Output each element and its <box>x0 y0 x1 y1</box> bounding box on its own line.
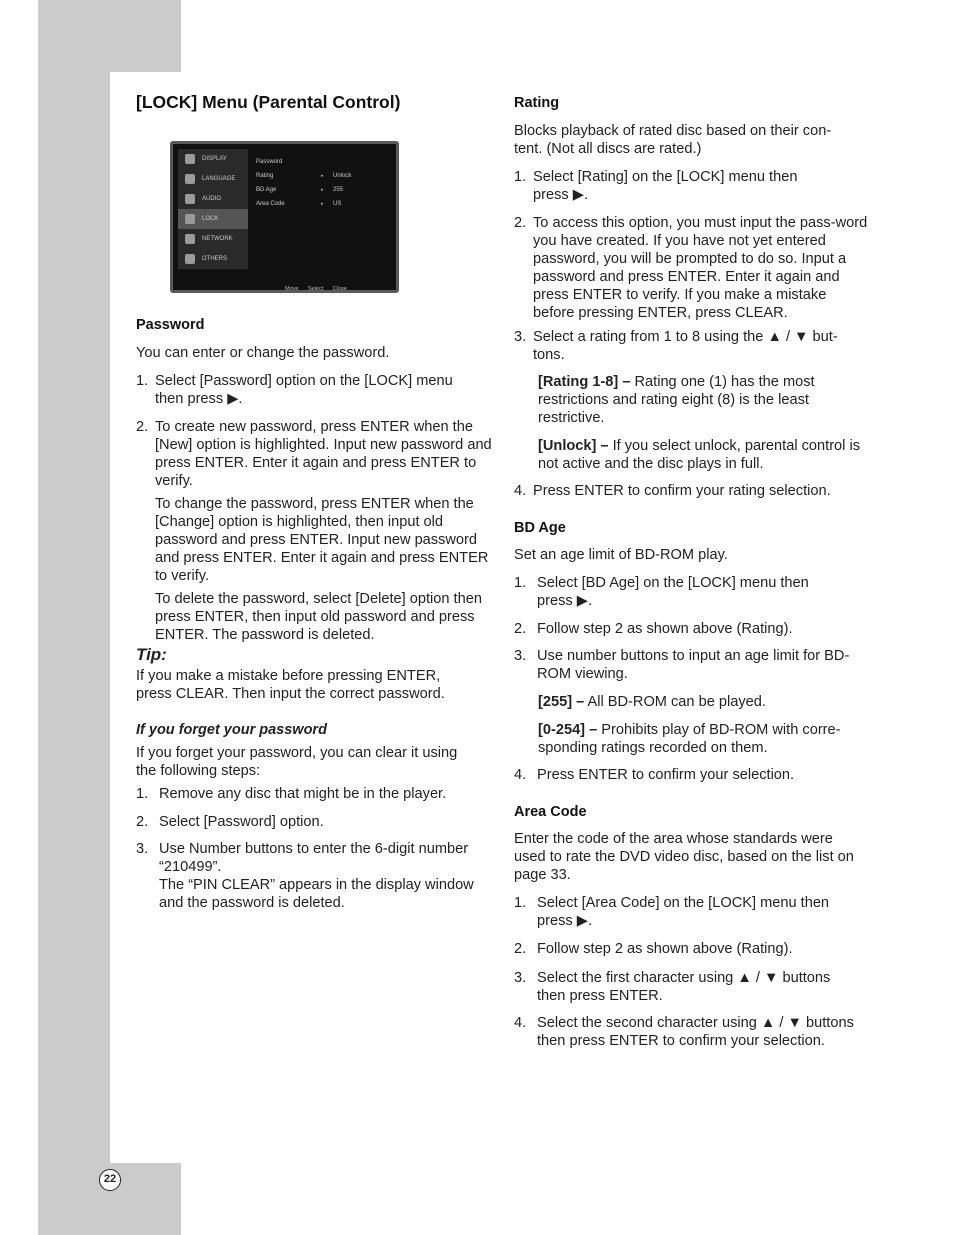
bd-age-option-255: [255] – All BD-ROM can be played. <box>538 694 766 710</box>
network-icon <box>185 234 195 244</box>
step-number: 3. <box>514 970 527 986</box>
menu-item-language: LANGUAGE <box>178 169 248 189</box>
area-code-step-1: 1. Select [Area Code] on the [LOCK] menu then press ▶. <box>514 895 830 929</box>
rating-step-3: 3. Select a rating from 1 to 8 using the ▲ / ▼ but-tons. <box>514 329 838 363</box>
forget-password-intro: If you forget your password, you can clear it using the following steps: <box>136 745 458 779</box>
menu-footer-move: Move <box>285 286 299 292</box>
tip-text: If you make a mistake before pressing ENTER, press CLEAR. Then input the correct password. <box>136 668 445 702</box>
menu-footer-close: Close <box>332 286 347 292</box>
menu-item-audio: AUDIO <box>178 189 248 209</box>
area-code-step-2: 2. Follow step 2 as shown above (Rating). <box>514 941 793 957</box>
bd-age-intro: Set an age limit of BD-ROM play. <box>514 547 728 563</box>
step-number: 3. <box>514 648 527 664</box>
bd-age-step-4: 4. Press ENTER to confirm your selection. <box>514 767 795 783</box>
step-number: 1. <box>514 895 527 911</box>
menu-footer <box>285 280 355 293</box>
forget-step-3: 3. Use Number buttons to enter the 6-digit number “210499”. The “PIN CLEAR” appears in the display window and the password is deleted. <box>136 841 474 911</box>
bd-age-step-2: 2. Follow step 2 as shown above (Rating). <box>514 621 793 637</box>
menu-arrow-icon: ▸ <box>321 201 324 207</box>
password-step-1: 1. Select [Password] option on the [LOCK] menu then press ▶. <box>136 373 453 407</box>
rating-step-2: 2. To access this option, you must input the pass-word you have created. If you have not yet entered password, you will be prompted to do so. Input a password and press ENTER. Enter it again and press ENTER to verify. If you make a mistake before pressing ENTER, press CLEAR. <box>514 215 868 321</box>
step-number: 4. <box>514 1015 527 1031</box>
menu-category-list <box>178 149 248 269</box>
page-number: 22 <box>99 1169 121 1191</box>
bd-age-step-3: 3. Use number buttons to input an age limit for BD-ROM viewing. <box>514 648 850 682</box>
step-number: 1. <box>514 575 527 591</box>
menu-item-network: NETWORK <box>178 229 248 249</box>
page-title: [LOCK] Menu (Parental Control) <box>136 92 401 112</box>
menu-options-panel <box>253 149 393 269</box>
password-intro: You can enter or change the password. <box>136 345 390 361</box>
forget-password-heading: If you forget your password <box>136 722 327 738</box>
step-number: 2. <box>514 621 527 637</box>
step-number: 1. <box>136 786 149 802</box>
step-number: 1. <box>514 169 527 185</box>
menu-option-bd-age: BD Age <box>256 187 277 193</box>
step-number: 4. <box>514 767 527 783</box>
display-icon <box>185 154 195 164</box>
step-number: 1. <box>136 373 149 389</box>
area-code-heading: Area Code <box>514 804 587 820</box>
rating-step-1: 1. Select [Rating] on the [LOCK] menu then press ▶. <box>514 169 798 203</box>
menu-arrow-icon: ▸ <box>321 187 324 193</box>
menu-footer-select: Select <box>307 286 324 292</box>
audio-icon <box>185 194 195 204</box>
lock-icon <box>185 214 195 224</box>
password-delete-text: To delete the password, select [Delete] option then press ENTER, then input old password and press ENTER. The password is deleted. <box>155 591 482 643</box>
area-code-step-3: 3. Select the first character using ▲ / ▼ buttons then press ENTER. <box>514 970 831 1004</box>
menu-option-rating: Rating <box>256 173 274 179</box>
step-number: 3. <box>514 329 527 345</box>
menu-value-rating: Unlock <box>333 173 352 179</box>
password-heading: Password <box>136 317 205 333</box>
side-margin-band <box>38 0 110 1235</box>
area-code-intro: Enter the code of the area whose standards were used to rate the DVD video disc, based on the list on page 33. <box>514 831 854 883</box>
bd-age-step-1: 1. Select [BD Age] on the [LOCK] menu then press ▶. <box>514 575 809 609</box>
forget-step-1: 1. Remove any disc that might be in the player. <box>136 786 447 802</box>
step-number: 3. <box>136 841 149 857</box>
area-code-step-4: 4. Select the second character using ▲ / ▼ buttons then press ENTER to confirm your selection. <box>514 1015 854 1049</box>
menu-item-display: DISPLAY <box>178 149 248 169</box>
menu-item-lock: LOCK <box>178 209 248 229</box>
rating-step-4: 4. Press ENTER to confirm your rating selection. <box>514 483 831 499</box>
password-change-text: To change the password, press ENTER when the [Change] option is highlighted, then input old password and press ENTER. Input new password and press ENTER. Enter it again and press ENTER to verify. <box>155 496 489 584</box>
menu-value-bd-age: 255 <box>333 187 344 193</box>
top-margin-band <box>38 0 181 72</box>
bd-age-heading: BD Age <box>514 520 566 536</box>
step-number: 2. <box>514 215 527 231</box>
rating-option-1-8: [Rating 1-8] – Rating one (1) has the most restrictions and rating eight (8) is the least restrictive. <box>538 374 815 426</box>
step-number: 4. <box>514 483 527 499</box>
rating-option-unlock: [Unlock] – If you select unlock, parental control is not active and the disc plays in full. <box>538 438 861 472</box>
step-number: 2. <box>136 814 149 830</box>
tip-heading: Tip: <box>136 645 167 664</box>
step-number: 2. <box>514 941 527 957</box>
menu-value-area-code: US <box>333 201 342 207</box>
bd-age-option-0-254: [0-254] – Prohibits play of BD-ROM with corre-sponding ratings recorded on them. <box>538 722 841 756</box>
others-icon <box>185 254 195 264</box>
language-icon <box>185 174 195 184</box>
menu-option-password: Password <box>256 159 283 165</box>
rating-heading: Rating <box>514 95 560 111</box>
rating-intro: Blocks playback of rated disc based on their con-tent. (Not all discs are rated.) <box>514 123 832 157</box>
lock-menu-screenshot <box>170 141 399 293</box>
menu-arrow-icon: ▸ <box>321 173 324 179</box>
password-step-2: 2. To create new password, press ENTER when the [New] option is highlighted. Input new password and press ENTER. Enter it again and press ENTER to verify. <box>136 419 492 489</box>
menu-option-area-code: Area Code <box>256 201 285 207</box>
forget-step-2: 2. Select [Password] option. <box>136 814 324 830</box>
menu-item-others: OTHERS <box>178 249 248 269</box>
step-number: 2. <box>136 419 149 435</box>
